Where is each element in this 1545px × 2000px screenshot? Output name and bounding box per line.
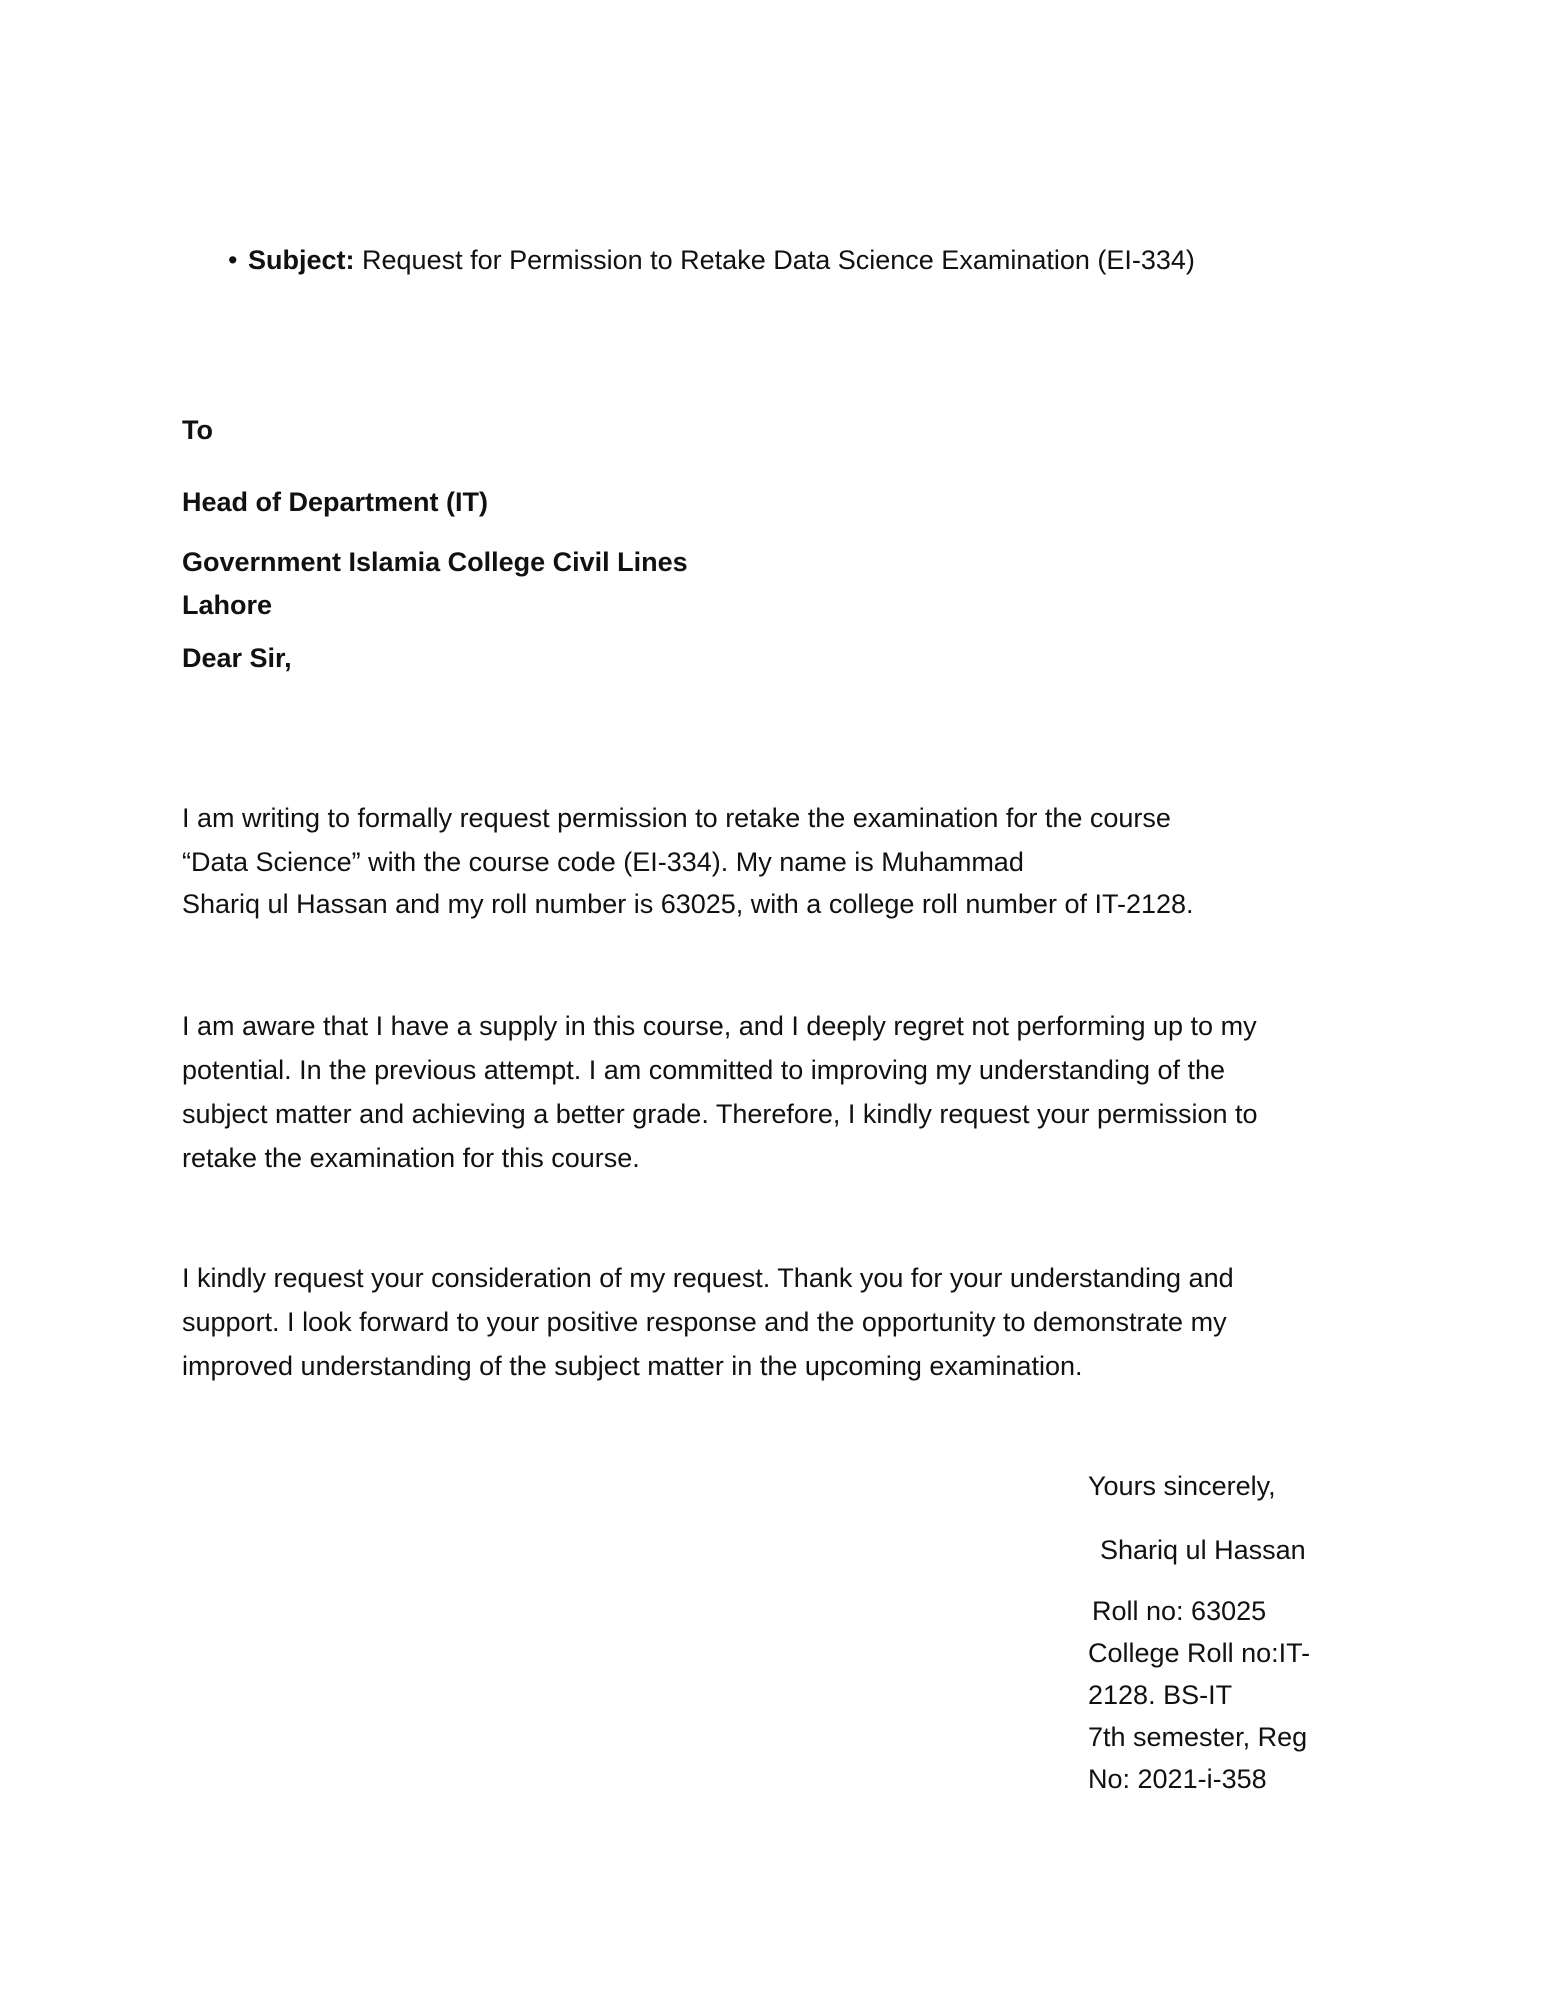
paragraph-line: Shariq ul Hassan and my roll number is 63025, with a college roll number of IT-2128.: [182, 889, 1194, 919]
paragraph-line: improved understanding of the subject matter in the upcoming examination.: [182, 1351, 1083, 1381]
paragraph-line: I am writing to formally request permission to retake the examination for the course: [182, 803, 1171, 833]
body-paragraph-2: [182, 1004, 1258, 1180]
subject-label: Subject:: [248, 245, 355, 275]
bullet-icon: •: [228, 245, 238, 275]
roll-number: Roll no: 63025: [1092, 1596, 1267, 1626]
paragraph-line: potential. In the previous attempt. I am committed to improving my understanding of the: [182, 1055, 1226, 1085]
details-line: 7th semester, Reg: [1088, 1722, 1308, 1752]
details-line: College Roll no:IT-: [1088, 1638, 1311, 1668]
details-line: No: 2021-i-358: [1088, 1764, 1267, 1794]
recipient-to: To: [182, 415, 213, 445]
details-line: 2128. BS-IT: [1088, 1680, 1233, 1710]
paragraph-line: I kindly request your consideration of my request. Thank you for your understanding and: [182, 1263, 1234, 1293]
paragraph-line: “Data Science” with the course code (EI-334). My name is Muhammad: [182, 847, 1024, 877]
paragraph-line: I am aware that I have a supply in this course, and I deeply regret not performing up to my: [182, 1011, 1257, 1041]
subject-text: Request for Permission to Retake Data Science Examination (EI-334): [362, 245, 1195, 275]
salutation: Dear Sir,: [182, 643, 292, 673]
signature-details: [1088, 1632, 1310, 1800]
paragraph-line: retake the examination for this course.: [182, 1143, 640, 1173]
signature-name: Shariq ul Hassan: [1100, 1535, 1306, 1565]
recipient-institution: Government Islamia College Civil Lines: [182, 547, 688, 577]
paragraph-line: subject matter and achieving a better grade. Therefore, I kindly request your permission to: [182, 1099, 1258, 1129]
valediction: Yours sincerely,: [1088, 1471, 1276, 1501]
body-paragraph-3: [182, 1256, 1234, 1388]
recipient-position: Head of Department (IT): [182, 487, 489, 517]
subject-line: [228, 242, 1195, 278]
paragraph-line: support. I look forward to your positive response and the opportunity to demonstrate my: [182, 1307, 1227, 1337]
recipient-city: Lahore: [182, 590, 273, 620]
body-paragraph-1: [182, 796, 1194, 926]
